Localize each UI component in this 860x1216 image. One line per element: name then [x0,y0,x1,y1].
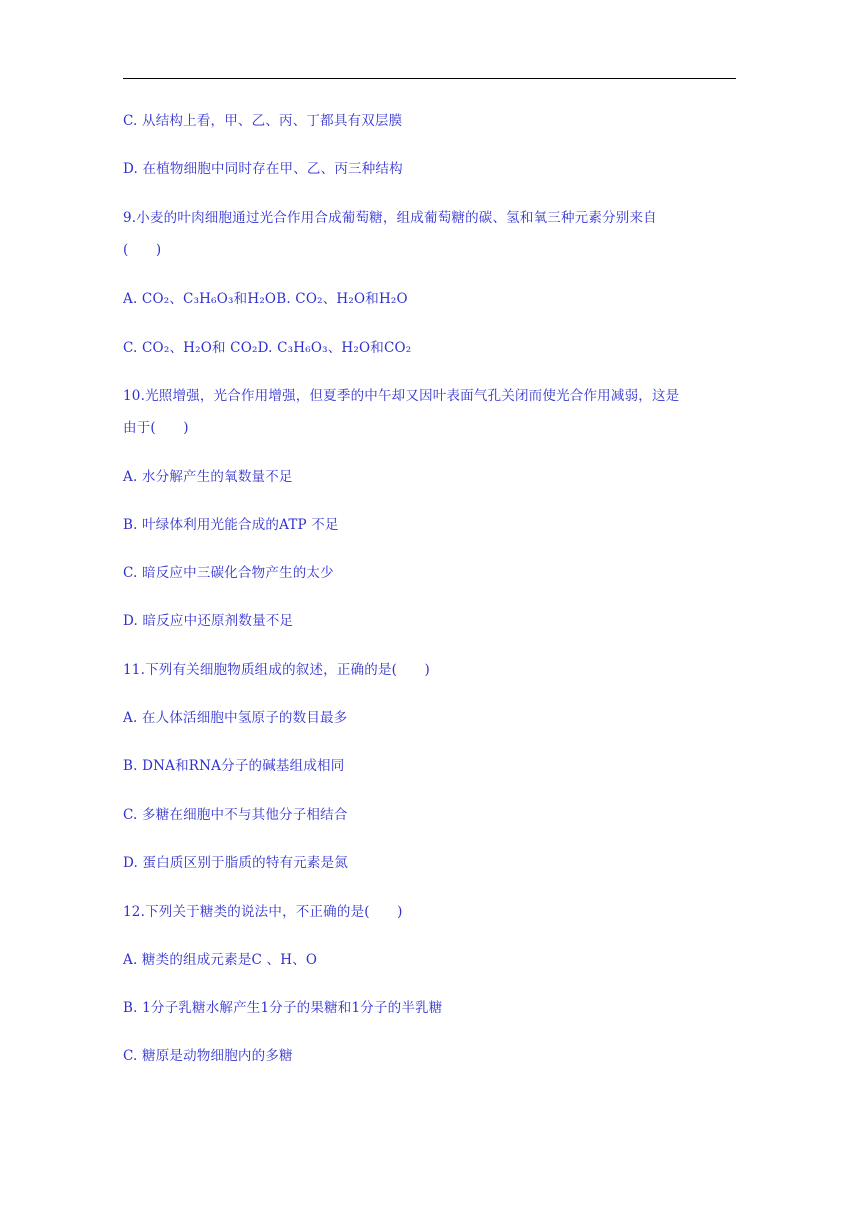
option-d-plant-cell: D. 在植物细胞中同时存在甲、乙、丙三种结构 [123,161,403,177]
question-11-text: 11.下列有关细胞物质组成的叙述，正确的是( ) [123,662,431,678]
question-12-option-b: B. 1分子乳糖水解产生1分子的果糖和1分子的半乳糖 [123,1000,443,1016]
question-12-text: 12.下列关于糖类的说法中，不正确的是( ) [123,904,403,920]
question-9-text: 9.小麦的叶肉细胞通过光合作用合成葡萄糖，组成葡萄糖的碳、氢和氧三种元素分别来自 [123,210,657,226]
question-11-option-d: D. 蛋白质区别于脂质的特有元素是氮 [123,855,349,871]
option-c-structure: C. 从结构上看，甲、乙、丙、丁都具有双层膜 [123,113,403,129]
question-10-option-d: D. 暗反应中还原剂数量不足 [123,613,294,629]
question-9-options-ab: A. CO₂、C₃H₆O₃和H₂OB. CO₂、H₂O和H₂O [123,291,408,307]
question-11-option-a: A. 在人体活细胞中氢原子的数目最多 [123,710,348,726]
question-9-options-cd: C. CO₂、H₂O和 CO₂D. C₃H₆O₃、H₂O和CO₂ [123,340,412,356]
question-9-blank: ( ) [123,242,162,258]
header-rule [123,78,736,79]
question-12-option-c: C. 糖原是动物细胞内的多糖 [123,1048,293,1064]
question-10-option-a: A. 水分解产生的氧数量不足 [123,469,293,485]
question-10-text: 10.光照增强，光合作用增强，但夏季的中午却又因叶表面气孔关闭而使光合作用减弱，这是 [123,388,680,404]
question-11-option-c: C. 多糖在细胞中不与其他分子相结合 [123,807,348,823]
question-12-option-a: A. 糖类的组成元素是C 、H、O [123,952,318,968]
question-10-option-b: B. 叶绿体利用光能合成的ATP 不足 [123,517,339,533]
question-10-text-cont: 由于( ) [123,420,189,436]
question-11-option-b: B. DNA和RNA分子的碱基组成相同 [123,758,345,774]
question-10-option-c: C. 暗反应中三碳化合物产生的太少 [123,565,334,581]
